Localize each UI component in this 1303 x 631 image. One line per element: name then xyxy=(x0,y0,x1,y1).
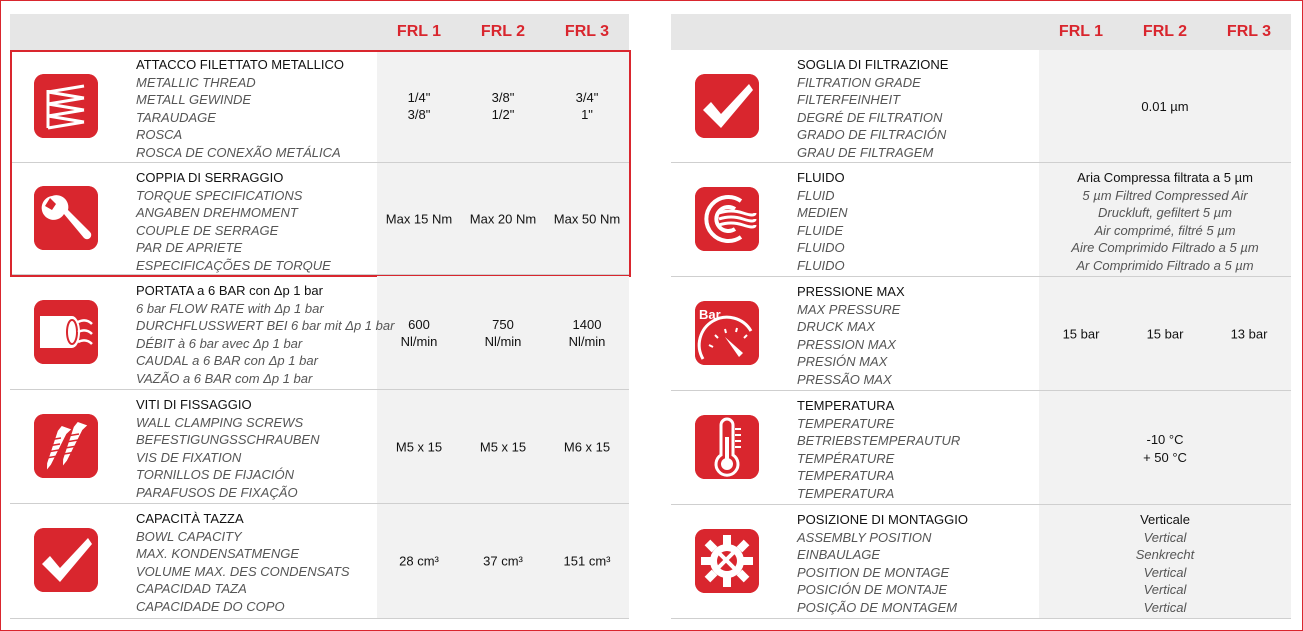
label-en: 6 bar FLOW RATE with Δp 1 bar xyxy=(136,300,324,316)
column-header-frl1: FRL 1 xyxy=(396,23,442,40)
pressure-gauge-icon xyxy=(695,301,759,365)
spec-row-thread xyxy=(10,50,629,163)
value-frl1: 600 Nl/min xyxy=(400,317,438,349)
checkmark-icon xyxy=(34,528,98,592)
value-frl2: 3/8" 1/2" xyxy=(491,90,515,122)
label-es: ROSCA xyxy=(136,127,183,142)
label-de: EINBAULAGE xyxy=(797,547,881,562)
value-frl1: 28 cm³ xyxy=(399,553,439,569)
label-de: DURCHFLUSSWERT BEI 6 bar mit Δp 1 bar xyxy=(136,318,395,333)
row-labels xyxy=(136,396,319,501)
left-table-header xyxy=(10,14,629,50)
label-de: BEFESTIGUNGSSCHRAUBEN xyxy=(136,432,320,447)
row-labels xyxy=(797,283,905,388)
label-en: ASSEMBLY POSITION xyxy=(797,529,932,545)
label-fr: TARAUDAGE xyxy=(136,109,216,125)
value-frl3: 13 bar xyxy=(1230,326,1268,342)
screws-icon xyxy=(34,414,98,478)
label-en: WALL CLAMPING SCREWS xyxy=(136,414,304,430)
label-pt: GRAU DE FILTRAGEM xyxy=(797,144,934,160)
label-en: METALLIC THREAD xyxy=(136,74,256,90)
label-es: CAPACIDAD TAZA xyxy=(136,581,247,596)
label-en: FLUID xyxy=(797,187,835,203)
label-es: CAUDAL a 6 BAR con Δp 1 bar xyxy=(136,353,318,368)
value-all: 0.01 µm xyxy=(1141,99,1189,114)
row-labels xyxy=(136,169,331,274)
label-es: GRADO DE FILTRACIÓN xyxy=(797,127,947,142)
label-en: BOWL CAPACITY xyxy=(136,528,242,544)
label-es: FLUIDO xyxy=(797,240,845,255)
row-labels xyxy=(797,397,960,502)
label-en: TORQUE SPECIFICATIONS xyxy=(136,187,303,203)
label-es: PAR DE APRIETE xyxy=(136,240,243,255)
label-de: DRUCK MAX xyxy=(797,319,876,334)
svg-text:Bar: Bar xyxy=(699,307,721,322)
label-es: TEMPERATURA xyxy=(797,468,895,483)
value-frl3: 3/4" 1" xyxy=(575,90,599,122)
label-pt: VAZÃO a 6 BAR com Δp 1 bar xyxy=(136,370,313,386)
label-it: POSIZIONE DI MONTAGGIO xyxy=(797,512,968,527)
label-pt: TEMPERATURA xyxy=(797,485,895,501)
label-it: SOGLIA DI FILTRAZIONE xyxy=(797,57,949,72)
label-de: MAX. KONDENSATMENGE xyxy=(136,546,300,561)
label-de: METALL GEWINDE xyxy=(136,92,252,107)
value-frl3: M6 x 15 xyxy=(563,439,611,455)
row-labels xyxy=(136,56,344,161)
value-all: Verticale Vertical Senkrecht Vertical Vertical Vertical xyxy=(1135,512,1195,615)
label-fr: DEGRÉ DE FILTRATION xyxy=(797,109,943,125)
thread-icon xyxy=(34,74,98,138)
label-pt: ESPECIFICAÇÕES DE TORQUE xyxy=(136,257,331,273)
label-pt: CAPACIDADE DO COPO xyxy=(136,598,285,614)
spec-row-filtration-grade xyxy=(671,50,1291,163)
spec-row-torque xyxy=(10,163,629,275)
spec-row-flow-rate xyxy=(10,276,629,390)
label-en: TEMPERATURE xyxy=(797,415,895,431)
value-frl2: 750 Nl/min xyxy=(484,317,522,349)
label-fr: VOLUME MAX. DES CONDENSATS xyxy=(136,563,350,579)
wrench-icon xyxy=(34,186,98,250)
label-fr: POSITION DE MONTAGE xyxy=(797,564,950,580)
thermometer-icon xyxy=(695,415,759,479)
label-de: FILTERFEINHEIT xyxy=(797,92,901,107)
value-frl3: 151 cm³ xyxy=(563,553,611,569)
value-frl3: Max 50 Nm xyxy=(553,211,621,227)
spec-row-max-pressure xyxy=(671,277,1291,391)
label-it: ATTACCO FILETTATO METALLICO xyxy=(136,57,345,72)
label-en: FILTRATION GRADE xyxy=(797,74,921,90)
value-all: -10 °C + 50 °C xyxy=(1143,432,1187,465)
label-it: TEMPERATURA xyxy=(797,398,895,413)
label-it: CAPACITÀ TAZZA xyxy=(136,511,244,526)
value-frl1: 15 bar xyxy=(1062,326,1100,342)
label-fr: TEMPÉRATURE xyxy=(797,450,895,466)
value-all: Aria Compressa filtrata a 5 µm 5 µm Filtred Compressed Air Druckluft, gefiltert 5 µm Air comprimé, filtré 5 µm Aire Comprimido Filtrado a 5 µm Ar Comprimido Filtrado a 5 µm xyxy=(1071,170,1259,273)
label-en: MAX PRESSURE xyxy=(797,301,901,317)
value-frl2: 15 bar xyxy=(1146,326,1184,342)
row-labels xyxy=(136,282,394,387)
label-es: POSICIÓN DE MONTAJE xyxy=(797,582,947,597)
value-frl2: Max 20 Nm xyxy=(469,211,537,227)
pipe-flow-icon xyxy=(34,300,98,364)
spec-row-bowl-capacity xyxy=(10,504,629,619)
label-de: MEDIEN xyxy=(797,205,848,220)
label-pt: ROSCA DE CONEXÃO METÁLICA xyxy=(136,144,341,160)
column-header-frl3: FRL 3 xyxy=(564,23,610,40)
left-spec-table xyxy=(10,14,629,614)
air-flow-icon xyxy=(695,187,759,251)
right-spec-table xyxy=(671,14,1291,615)
label-fr: VIS DE FIXATION xyxy=(136,449,242,465)
spec-row-mounting-position xyxy=(671,505,1291,619)
label-it: PRESSIONE MAX xyxy=(797,284,905,299)
label-es: TORNILLOS DE FIJACIÓN xyxy=(136,467,294,482)
value-frl1: 1/4" 3/8" xyxy=(407,90,431,122)
column-header-frl3: FRL 3 xyxy=(1226,23,1272,40)
label-it: COPPIA DI SERRAGGIO xyxy=(136,170,284,185)
label-pt: PARAFUSOS DE FIXAÇÃO xyxy=(136,484,298,500)
label-fr: FLUIDE xyxy=(797,222,844,238)
label-pt: POSIÇÃO DE MONTAGEM xyxy=(797,599,958,615)
label-es: PRESIÓN MAX xyxy=(797,354,888,369)
label-fr: COUPLE DE SERRAGE xyxy=(136,222,279,238)
label-fr: PRESSION MAX xyxy=(797,336,896,352)
column-header-frl2: FRL 2 xyxy=(1142,23,1188,40)
label-de: BETRIEBSTEMPERAUTUR xyxy=(797,433,961,448)
label-it: FLUIDO xyxy=(797,170,845,185)
label-it: PORTATA a 6 BAR con Δp 1 bar xyxy=(136,283,323,298)
row-labels xyxy=(797,169,848,274)
spec-row-fluid xyxy=(671,163,1291,277)
spec-row-temperature xyxy=(671,391,1291,505)
value-frl1: M5 x 15 xyxy=(395,439,443,455)
gear-tools-icon xyxy=(695,529,759,593)
label-fr: DÉBIT à 6 bar avec Δp 1 bar xyxy=(136,335,303,351)
row-labels xyxy=(797,511,968,616)
value-frl3: 1400 Nl/min xyxy=(568,317,606,349)
checkmark-icon xyxy=(695,74,759,138)
value-frl2: M5 x 15 xyxy=(479,439,527,455)
value-frl2: 37 cm³ xyxy=(483,553,523,569)
column-header-frl2: FRL 2 xyxy=(480,23,526,40)
row-labels xyxy=(797,56,948,161)
label-pt: PRESSÃO MAX xyxy=(797,371,892,387)
label-it: VITI DI FISSAGGIO xyxy=(136,397,252,412)
column-header-frl1: FRL 1 xyxy=(1058,23,1104,40)
right-table-header xyxy=(671,14,1291,50)
spec-row-screws xyxy=(10,390,629,504)
value-frl1: Max 15 Nm xyxy=(385,211,453,227)
row-labels xyxy=(136,510,350,615)
label-de: ANGABEN DREHMOMENT xyxy=(136,205,298,220)
label-pt: FLUIDO xyxy=(797,257,845,273)
